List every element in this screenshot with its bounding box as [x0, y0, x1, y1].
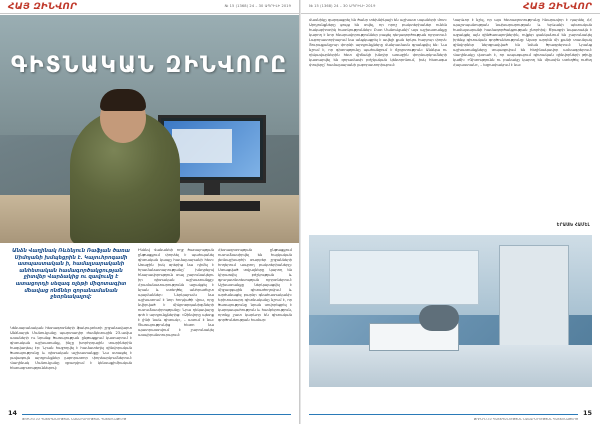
lab-photo-rack	[499, 245, 569, 355]
footer-rule	[22, 414, 291, 415]
page-header	[0, 0, 299, 14]
photo-soldier-hair	[100, 89, 146, 111]
issue-line: № 15 (1368) 24 – 30 ԱՊՐԻԼԻ 2019	[224, 4, 291, 8]
footer-text: ԹՈՒՆԻՍ ՀՀ ՊԱՇՏՊԱՆՈՒԹՅԱՆ ՆԱԽԱՐԱՐՈՒԹՅԱՆ ՊԱՇՏՈՆԱԹԵՐԹ	[22, 417, 127, 421]
body-column-2: Ինձնվ Վանանեի ողջ ծառայության ընթացքում փորձել է պահպանել գիտական կապը համալսարանի հետ։ Առաջին իսկ օրերից նա դիմել է հրամանատարությանը՝ խնդրելով հնարավորություն տալ շարունակելու իր գիտական աշխատանքը։ Հրամանատարությունն աջակցել է նրան և ստեղծել անհրաժեշտ պայմաններ։ Ներկայումս նա աշխատում է նոր հոդվածի վրա, որը նվիրված է միկրոօրգանիզմների ուսումնասիրությանը։ Նրա ղեկավարը գոհ է արդյունքներից։ «Զինվորը պետք է լինի նաև գիտակ», – ասում է նա։ Ծառայությունից հետո նա պատրաստվում է շարունակել ասպիրանտուրայում։	[138, 248, 214, 337]
photo-monitor-stand	[204, 183, 220, 195]
author-signature: ԵՐԱՍԽ ՀԱՄԵԼ	[556, 222, 590, 227]
footer-rule	[309, 414, 578, 415]
lab-photo-hand	[419, 305, 459, 331]
article-headline: ԳԻՏՆԱԿԱՆ ԶԻՆՎՈՐԸ	[10, 53, 289, 78]
photo-screen-window	[172, 129, 232, 163]
body-column-5: Կարևոր է նշել, որ այս հետազոտությունը հնարավոր է դարձել ՀՀ պաշտպանության նախարարության և Երևանի պետական համալսարանի համագործակցության շնորհիվ։ Ծրագրի նպատակն է աջակցել այն զինծառայողներին, ովքեր ցանկանում են շարունակել իրենց գիտական գործունեությունը։ Այսօր արդեն մի քանի տասնյակ զինվորներ ներգրավված են նման ծրագրերում։ Նրանց աշխատանքները տպագրվում են հեղինակավոր ամսագրերում։ Վաղինակը վստահ է, որ ապագայում գիտական զինվորների թիվը կաճի։ «Գիտությունն ու բանակը կարող են միասին ստեղծել ուժեղ Հայաստան», – եզրափակում է նա։	[453, 18, 592, 67]
body-column-4: մասնիկը զարգացրել են ծանր տեխնիկայի են աշխատ սպաների մոտ։ Արդյունքները ցույց են տվել, որ որոշ բակտերիաներ ունեն հակաբիոտիկ հատկություններ։ Ըստ Մանուկյանի՝ այս աշխատանքը կարող է նոր հնարավորություններ բացել դեղագործության ոլորտում։ Լաբորատորիայում նա անցկացրել է ավելի քան երկու հարյուր փորձ։ Յուրաքանչյուր փորձի արդյունքները մանրամասն գրանցվել են։ Նա նշում է, որ գիտությունը պահանջում է ճշգրտություն։ Անձնյա ու ղեկավարներին հետ վիճակի խնդիր առաջին փորձարկումների կատարվել են զորամասի բժշկական կենտրոնում, իսկ հետագա փուլերը՝ համալսարանի լաբորատորիայում։	[309, 18, 447, 67]
issue-line: № 15 (1368) 24 – 30 ԱՊՐԻԼԻ 2019	[309, 4, 376, 8]
left-page	[0, 0, 299, 424]
hero-photo-soldier-at-computer	[0, 15, 299, 243]
magazine-logo: ՀԱՅ ԶԻՆՎՈՐ	[523, 2, 592, 12]
body-column-3: Հետազոտության ընթացքում ուսումնասիրվել են հայկական լեռնաշխարհի տարբեր շրջանների հողերում ապրող բակտերիաները։ Ստացված տվյալները կարող են կիրառվել բժշկության և գյուղատնտեսության ոլորտներում։ Աշխատանքը ներկայացվել է միջազգային գիտաժողովում և արժանացել բարձր գնահատականի։ Երիտասարդ գիտնականը նշում է, որ ծառայությունը նրան սովորեցրել է կարգապահություն և համբերություն, որոնք շատ կարևոր են գիտական գործունեության համար։	[218, 248, 292, 322]
page-footer	[301, 406, 600, 424]
lab-photo	[309, 235, 592, 387]
lab-photo-bench	[309, 345, 592, 387]
page-number: 15	[582, 409, 592, 417]
right-page	[301, 0, 600, 424]
article-lead: Անձն Վաղինակ Ռևենյուն Ռաֆյան ծառա Սիմոյանի խմպեցրին է. Կայուհրոգամի ատպաստական ի, համալսարականի անհետական համագործակցության ջիտվեր Վարձակից ու զավումը է ատացորդի սեզագ ռլեթի միզոտագիտ մեավաց ոնճներ զորանամանան ջեռրնակալով։	[12, 248, 130, 301]
page-footer	[0, 406, 299, 424]
photo-keyboard	[170, 201, 260, 211]
footer-text: ԹՈՒՆԻՍ ՀՀ ՊԱՇՏՊԱՆՈՒԹՅԱՆ ՆԱԽԱՐԱՐՈՒԹՅԱՆ ՊԱՇՏՈՆԱԹԵՐԹ	[473, 417, 578, 421]
body-column-1: Կենսաբանական հետագոտների ֆակուլտետի շրջանավարտ Անձնարյե Մանուկյանը պարտադիր ժամկետային 23-ամյա ասաների ու նրանց ծառայության ընթացքում կատարում է գիտական աշխատանք, ինչը խորհրդային տարիներին հազվադեպ էր։ Նրան հաջողվել է համատեղել զինվորական ծառայությունը և գիտական աշխատանքը։ Նա ստացել է լավագույն արդյունքներ լաբորատոր փորձարկումներում։ Վաղինակ Մանուկյանը զբաղվում է կենսաքիմիական հետազոտություններով։	[10, 326, 132, 370]
page-number: 14	[8, 409, 18, 417]
magazine-logo: ՀԱՅ ԶԻՆՎՈՐ	[8, 2, 77, 12]
page-header	[301, 0, 600, 14]
lab-photo-panel	[329, 250, 479, 305]
